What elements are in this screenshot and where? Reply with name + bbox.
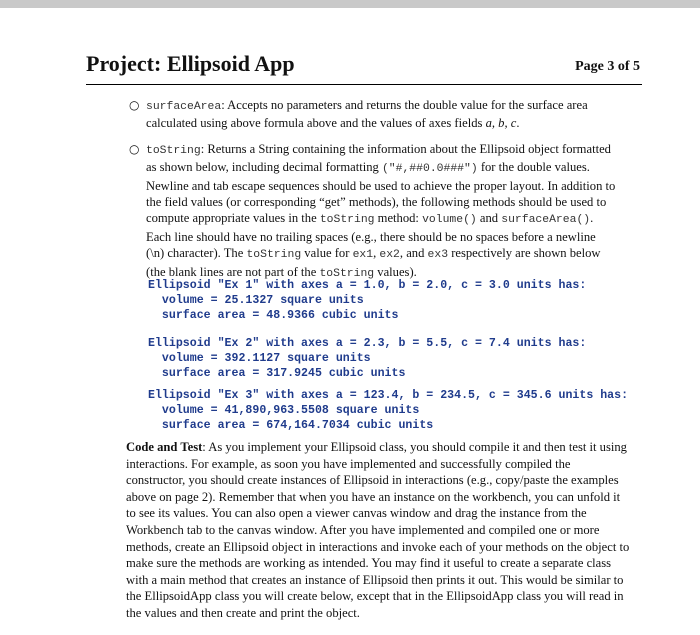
inline-code: toString [246, 249, 302, 262]
code-line: surface area = 317.9245 cubic units [148, 367, 406, 380]
code-line: Ellipsoid "Ex 1" with axes a = 1.0, b = 2.0, c = 3.0 units has: [148, 279, 587, 292]
inline-code: ("#,##0.0###") [381, 163, 478, 176]
bullet-text: : Accepts no parameters and returns the double value for the surface area calculated using above formula above and the values of axes fields [146, 98, 588, 131]
bullet-text: respectively are shown below (the blank lines are not part of the [146, 246, 601, 279]
method-bullet-list [129, 97, 616, 282]
bullet-to-string [129, 141, 616, 282]
bullet-surface-area [129, 97, 616, 132]
code-line: Ellipsoid "Ex 3" with axes a = 123.4, b = 234.5, c = 345.6 units has: [148, 389, 629, 402]
code-line: Ellipsoid "Ex 2" with axes a = 2.3, b = 5.5, c = 7.4 units has: [148, 337, 587, 350]
inline-code: surfaceArea [146, 101, 222, 113]
code-line: volume = 392.1127 square units [148, 352, 371, 365]
inline-code: ex3 [427, 249, 449, 262]
inline-code: surfaceArea() [501, 214, 591, 227]
inline-code: volume() [422, 214, 477, 227]
bullet-text: method: [374, 211, 423, 226]
bullet-text: values). [374, 264, 417, 279]
bullet-text: : Returns a String containing the information about the Ellipsoid object formatted as shown below, including decimal formatting [146, 141, 611, 175]
example-output-2 [148, 336, 586, 381]
example-output-3 [148, 388, 628, 433]
section-label: Code and Test [126, 440, 203, 454]
inline-code: toString [319, 214, 375, 227]
hollow-circle-bullet-icon: ○ [129, 98, 140, 112]
page-number: Page 3 of 5 [575, 59, 640, 74]
code-line: volume = 25.1327 square units [148, 294, 364, 307]
code-line: volume = 41,890,963.5508 square units [148, 404, 420, 417]
bullet-text: , and [399, 246, 428, 261]
hollow-circle-bullet-icon: ○ [129, 141, 140, 156]
top-gray-bar [0, 0, 700, 8]
bullet-text: value for [301, 246, 353, 261]
bullet-text: , [373, 246, 380, 261]
paragraph-text: : As you implement your Ellipsoid class, you should compile it and then test it using interactions. For example, as soon you have implemented and successfully compiled the constructor, you should create instances of Ellipsoid in interactions (e.g., copy/paste the examples above on page 2). Remember that when you have an instance on the workbench, you can unfold it to see its values. You can also open a viewer canvas window and drag the instance from the Workbench tab to the canvas window. After you have implemented and compiled one or more methods, create an Ellipsoid object in interactions and invoke each of your methods on the object to make sure the methods are working as intended. You may find it useful to create a separate class with a main method that creates an instance of Ellipsoid then prints it out. This would be similar to the EllipsoidApp class you will create below, except that in the EllipsoidApp class you will read in the values and then create and print the object. [126, 440, 630, 620]
example-output-1 [148, 278, 586, 323]
bullet-text-end: . [516, 116, 520, 131]
inline-code: toString [146, 144, 201, 157]
page-header [86, 50, 642, 85]
inline-code: ex1 [352, 249, 374, 262]
bullet-text: and [476, 211, 502, 226]
inline-code: toString [319, 267, 375, 280]
page-title: Project: Ellipsoid App [86, 51, 295, 76]
bullet-text: . Each line should have no trailing spaces (e.g., there should be no spaces before a newline (\n) character). The [146, 211, 596, 261]
axes-variables: a, b, c [485, 116, 517, 131]
code-and-test-paragraph [126, 439, 630, 622]
bullet-text: for the double values. Newline and tab escape sequences should be used to achieve the proper layout. In addition to the field values (or corresponding “get” methods), the following methods should be used to compute appropriate values in the [146, 160, 616, 226]
code-line: surface area = 674,164.7034 cubic units [148, 419, 434, 432]
inline-code: ex2 [379, 249, 400, 262]
code-line: surface area = 48.9366 cubic units [148, 309, 399, 322]
